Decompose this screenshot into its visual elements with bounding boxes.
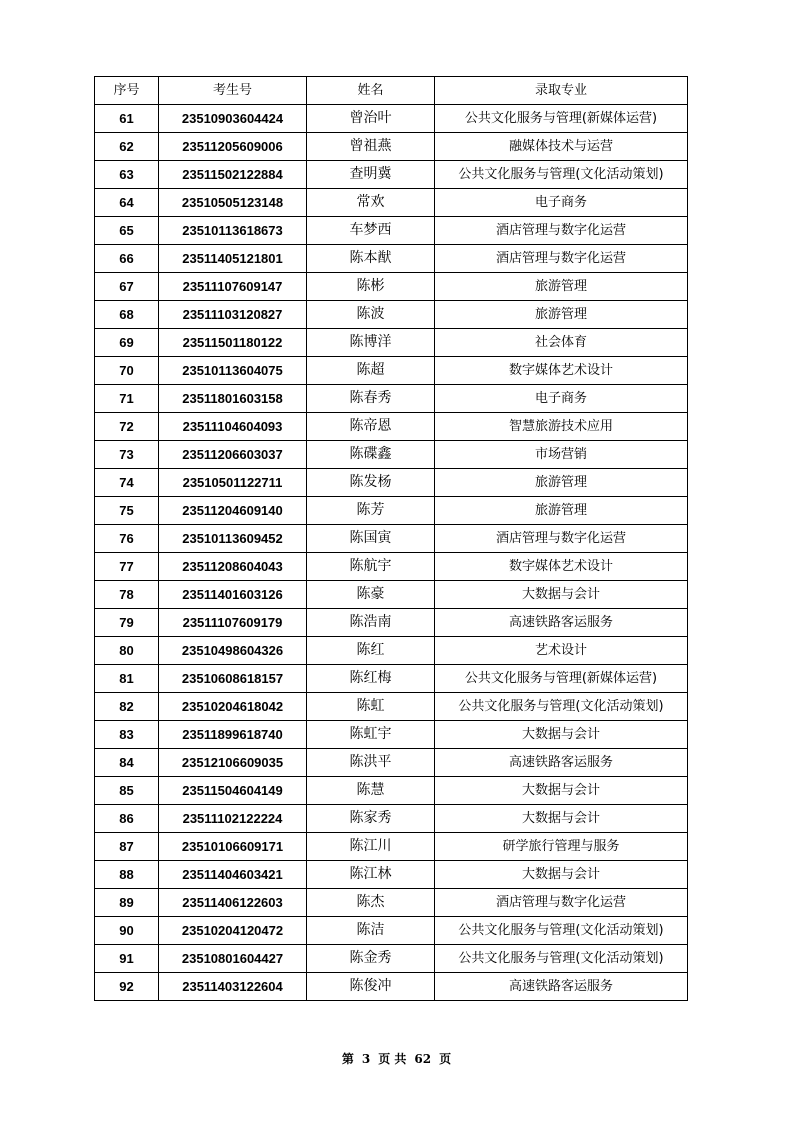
cell-no: 71 [95, 385, 159, 413]
cell-name: 陈洪平 [307, 749, 435, 777]
cell-major: 智慧旅游技术应用 [435, 413, 688, 441]
cell-major: 艺术设计 [435, 637, 688, 665]
footer-total-pages: 62 [414, 1052, 432, 1066]
cell-major: 大数据与会计 [435, 721, 688, 749]
table-row [95, 525, 688, 553]
cell-major: 数字媒体艺术设计 [435, 553, 688, 581]
cell-no: 66 [95, 245, 159, 273]
cell-major: 酒店管理与数字化运营 [435, 525, 688, 553]
cell-exam-id: 23510204120472 [159, 917, 307, 945]
cell-exam-id: 23511204609140 [159, 497, 307, 525]
page-footer [0, 1050, 793, 1067]
table-row [95, 105, 688, 133]
cell-name: 陈彬 [307, 273, 435, 301]
cell-exam-id: 23511107609179 [159, 609, 307, 637]
cell-no: 87 [95, 833, 159, 861]
table-body [95, 105, 688, 1001]
table-row [95, 413, 688, 441]
cell-no: 77 [95, 553, 159, 581]
cell-major: 酒店管理与数字化运营 [435, 245, 688, 273]
cell-exam-id: 23511102122224 [159, 805, 307, 833]
cell-name: 陈家秀 [307, 805, 435, 833]
cell-name: 陈洁 [307, 917, 435, 945]
cell-no: 64 [95, 189, 159, 217]
table-row [95, 161, 688, 189]
cell-exam-id: 23510501122711 [159, 469, 307, 497]
cell-name: 曾治叶 [307, 105, 435, 133]
cell-no: 76 [95, 525, 159, 553]
cell-major: 高速铁路客运服务 [435, 609, 688, 637]
table-row [95, 637, 688, 665]
cell-no: 62 [95, 133, 159, 161]
cell-no: 80 [95, 637, 159, 665]
cell-major: 大数据与会计 [435, 805, 688, 833]
table-row [95, 301, 688, 329]
cell-no: 63 [95, 161, 159, 189]
cell-no: 79 [95, 609, 159, 637]
table-row [95, 609, 688, 637]
table-row [95, 553, 688, 581]
cell-major: 研学旅行管理与服务 [435, 833, 688, 861]
cell-exam-id: 23511502122884 [159, 161, 307, 189]
cell-no: 67 [95, 273, 159, 301]
admission-table [94, 76, 688, 1001]
cell-major: 大数据与会计 [435, 861, 688, 889]
table-row [95, 749, 688, 777]
table-row [95, 945, 688, 973]
cell-exam-id: 23511401603126 [159, 581, 307, 609]
header-name: 姓名 [307, 77, 435, 105]
cell-exam-id: 23510903604424 [159, 105, 307, 133]
cell-exam-id: 23511206603037 [159, 441, 307, 469]
cell-name: 陈豪 [307, 581, 435, 609]
cell-exam-id: 23511104604093 [159, 413, 307, 441]
table-row [95, 273, 688, 301]
cell-no: 72 [95, 413, 159, 441]
table-row [95, 805, 688, 833]
cell-no: 85 [95, 777, 159, 805]
cell-major: 大数据与会计 [435, 581, 688, 609]
cell-no: 91 [95, 945, 159, 973]
cell-no: 84 [95, 749, 159, 777]
cell-name: 陈慧 [307, 777, 435, 805]
cell-name: 陈俊冲 [307, 973, 435, 1001]
cell-no: 74 [95, 469, 159, 497]
header-major: 录取专业 [435, 77, 688, 105]
table-row [95, 189, 688, 217]
cell-major: 电子商务 [435, 189, 688, 217]
cell-major: 市场营销 [435, 441, 688, 469]
cell-major: 社会体育 [435, 329, 688, 357]
table-header-row [95, 77, 688, 105]
cell-name: 陈江林 [307, 861, 435, 889]
cell-name: 陈虹 [307, 693, 435, 721]
cell-major: 高速铁路客运服务 [435, 973, 688, 1001]
table-row [95, 973, 688, 1001]
cell-exam-id: 23510106609171 [159, 833, 307, 861]
cell-major: 酒店管理与数字化运营 [435, 217, 688, 245]
cell-exam-id: 23510113604075 [159, 357, 307, 385]
table-row [95, 385, 688, 413]
cell-name: 陈芳 [307, 497, 435, 525]
cell-major: 公共文化服务与管理(新媒体运营) [435, 105, 688, 133]
cell-exam-id: 23511405121801 [159, 245, 307, 273]
cell-exam-id: 23511208604043 [159, 553, 307, 581]
cell-no: 83 [95, 721, 159, 749]
cell-name: 陈本猷 [307, 245, 435, 273]
cell-exam-id: 23511504604149 [159, 777, 307, 805]
cell-exam-id: 23510608618157 [159, 665, 307, 693]
cell-no: 68 [95, 301, 159, 329]
table-row [95, 693, 688, 721]
cell-exam-id: 23510498604326 [159, 637, 307, 665]
cell-name: 陈杰 [307, 889, 435, 917]
cell-exam-id: 23511205609006 [159, 133, 307, 161]
cell-name: 陈波 [307, 301, 435, 329]
cell-name: 车梦西 [307, 217, 435, 245]
cell-no: 78 [95, 581, 159, 609]
cell-no: 90 [95, 917, 159, 945]
cell-exam-id: 23511899618740 [159, 721, 307, 749]
cell-major: 公共文化服务与管理(文化活动策划) [435, 917, 688, 945]
cell-exam-id: 23510505123148 [159, 189, 307, 217]
table-row [95, 665, 688, 693]
table-row [95, 497, 688, 525]
cell-name: 陈浩南 [307, 609, 435, 637]
cell-major: 旅游管理 [435, 469, 688, 497]
cell-no: 61 [95, 105, 159, 133]
cell-no: 65 [95, 217, 159, 245]
cell-exam-id: 23511404603421 [159, 861, 307, 889]
cell-exam-id: 23511406122603 [159, 889, 307, 917]
cell-name: 曾祖燕 [307, 133, 435, 161]
cell-major: 大数据与会计 [435, 777, 688, 805]
cell-major: 公共文化服务与管理(文化活动策划) [435, 693, 688, 721]
table-row [95, 245, 688, 273]
table-row [95, 777, 688, 805]
cell-major: 公共文化服务与管理(文化活动策划) [435, 945, 688, 973]
cell-exam-id: 23511107609147 [159, 273, 307, 301]
cell-no: 88 [95, 861, 159, 889]
cell-major: 公共文化服务与管理(新媒体运营) [435, 665, 688, 693]
cell-exam-id: 23510113618673 [159, 217, 307, 245]
table-row [95, 217, 688, 245]
header-no: 序号 [95, 77, 159, 105]
cell-major: 高速铁路客运服务 [435, 749, 688, 777]
cell-name: 陈博洋 [307, 329, 435, 357]
cell-exam-id: 23511403122604 [159, 973, 307, 1001]
table-row [95, 469, 688, 497]
cell-name: 陈红梅 [307, 665, 435, 693]
cell-exam-id: 23512106609035 [159, 749, 307, 777]
table-row [95, 889, 688, 917]
footer-current-page: 3 [361, 1052, 371, 1066]
cell-no: 86 [95, 805, 159, 833]
cell-no: 70 [95, 357, 159, 385]
cell-no: 73 [95, 441, 159, 469]
cell-name: 陈红 [307, 637, 435, 665]
cell-name: 常欢 [307, 189, 435, 217]
cell-exam-id: 23510204618042 [159, 693, 307, 721]
cell-no: 89 [95, 889, 159, 917]
footer-prefix: 第 [341, 1052, 354, 1066]
cell-no: 69 [95, 329, 159, 357]
cell-major: 电子商务 [435, 385, 688, 413]
cell-name: 陈发杨 [307, 469, 435, 497]
table-row [95, 917, 688, 945]
cell-no: 75 [95, 497, 159, 525]
cell-major: 旅游管理 [435, 301, 688, 329]
footer-middle: 页 共 [378, 1052, 407, 1066]
cell-major: 旅游管理 [435, 497, 688, 525]
cell-name: 查明冀 [307, 161, 435, 189]
footer-suffix: 页 [439, 1052, 452, 1066]
cell-major: 酒店管理与数字化运营 [435, 889, 688, 917]
header-exam-id: 考生号 [159, 77, 307, 105]
cell-no: 92 [95, 973, 159, 1001]
cell-major: 公共文化服务与管理(文化活动策划) [435, 161, 688, 189]
cell-name: 陈春秀 [307, 385, 435, 413]
table-row [95, 133, 688, 161]
table-row [95, 833, 688, 861]
cell-name: 陈航宇 [307, 553, 435, 581]
cell-major: 旅游管理 [435, 273, 688, 301]
cell-name: 陈国寅 [307, 525, 435, 553]
cell-exam-id: 23511103120827 [159, 301, 307, 329]
cell-exam-id: 23511801603158 [159, 385, 307, 413]
table-row [95, 441, 688, 469]
cell-name: 陈超 [307, 357, 435, 385]
cell-exam-id: 23511501180122 [159, 329, 307, 357]
cell-exam-id: 23510113609452 [159, 525, 307, 553]
table-row [95, 357, 688, 385]
cell-name: 陈帝恩 [307, 413, 435, 441]
table-row [95, 581, 688, 609]
cell-name: 陈碟鑫 [307, 441, 435, 469]
cell-exam-id: 23510801604427 [159, 945, 307, 973]
table-row [95, 329, 688, 357]
cell-no: 82 [95, 693, 159, 721]
cell-name: 陈金秀 [307, 945, 435, 973]
cell-name: 陈江川 [307, 833, 435, 861]
cell-no: 81 [95, 665, 159, 693]
table-row [95, 721, 688, 749]
cell-name: 陈虹宇 [307, 721, 435, 749]
cell-major: 融媒体技术与运营 [435, 133, 688, 161]
cell-major: 数字媒体艺术设计 [435, 357, 688, 385]
table-row [95, 861, 688, 889]
